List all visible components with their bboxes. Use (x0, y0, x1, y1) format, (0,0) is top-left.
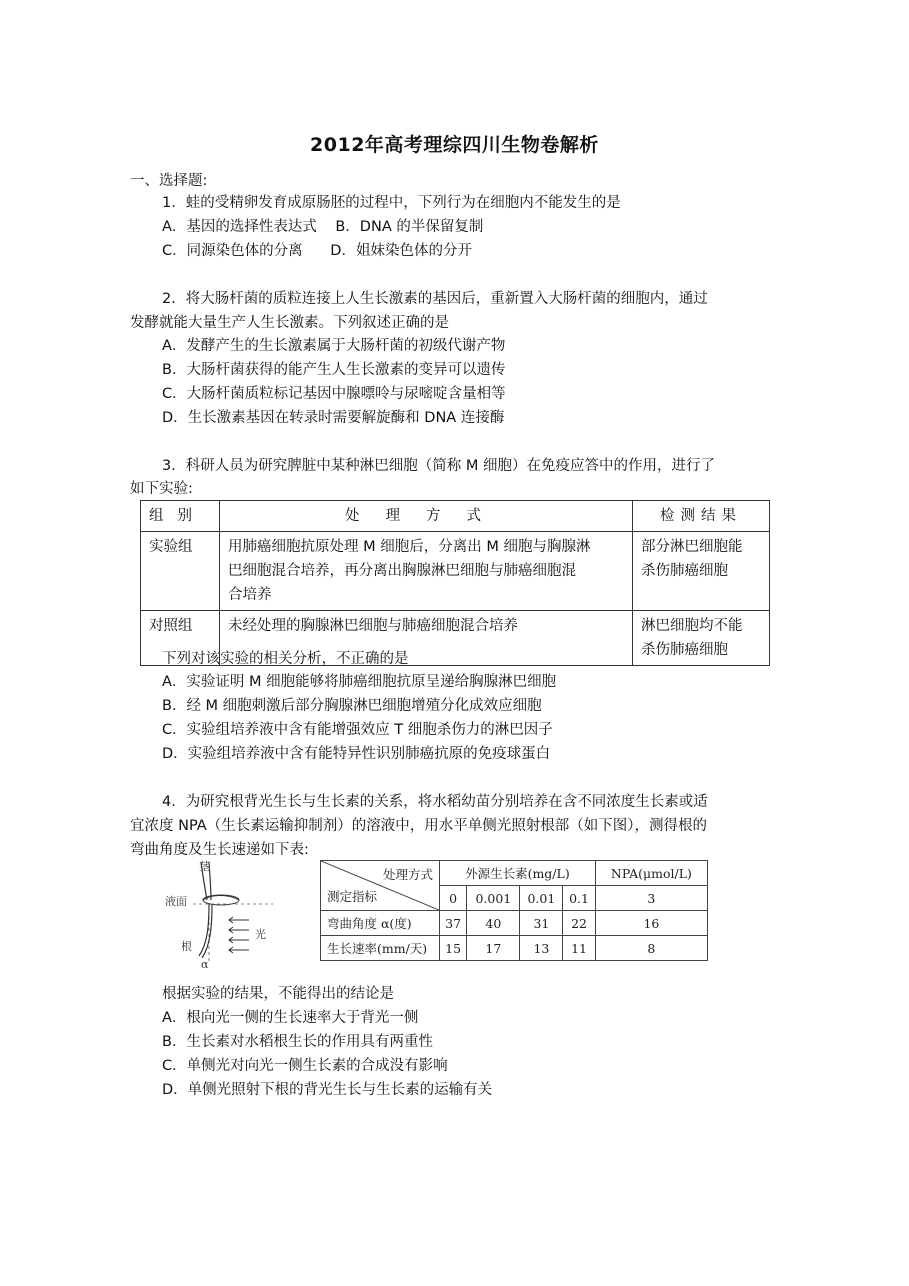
q4-row-label: 弯曲角度 α(度) (321, 911, 440, 936)
q3-stem-line1: 3．科研人员为研究脾脏中某种淋巴细胞（简称 M 细胞）在免疫应答中的作用，进行了 (162, 458, 715, 474)
q4-stem-line3: 弯曲角度及生长速递如下表: (130, 842, 309, 858)
q4-question: 根据实验的结果，不能得出的结论是 (162, 986, 394, 1002)
q2-option-c: C．大肠杆菌质粒标记基因中腺嘌呤与尿嘧啶含量相等 (162, 386, 506, 402)
figure-label-stem: 茎 (199, 860, 210, 873)
q4-table-header-row (321, 861, 708, 886)
q3-header-group: 组别 (141, 501, 220, 532)
q2-option-b: B．大肠杆菌获得的能产生人生长激素的变异可以遗传 (162, 362, 506, 378)
q3-option-c: C．实验组培养液中含有能增强效应 T 细胞杀伤力的淋巴因子 (162, 722, 553, 738)
figure-label-light: 光 (255, 928, 266, 941)
q4-seedling-figure (163, 858, 275, 970)
q3-option-b: B．经 M 细胞刺激后部分胸腺淋巴细胞增殖分化成效应细胞 (162, 698, 542, 714)
q4-option-c: C．单侧光对向光一侧生长素的合成没有影响 (162, 1058, 448, 1074)
q4-option-a: A．根向光一侧的生长速率大于背光一侧 (162, 1010, 419, 1026)
q4-conc: 0 (440, 886, 467, 911)
q4-value: 8 (595, 936, 707, 961)
q1-stem: 1．蛙的受精卵发育成原肠胚的过程中，下列行为在细胞内不能发生的是 (162, 195, 621, 211)
q4-conc: 3 (595, 886, 707, 911)
q4-conc: 0.1 (563, 886, 595, 911)
q3-cell-group: 实验组 (141, 532, 220, 611)
q4-value: 15 (440, 936, 467, 961)
q2-stem-line2: 发酵就能大量生产人生长激素。下列叙述正确的是 (130, 315, 449, 331)
q3-cell-method (220, 532, 633, 611)
q3-option-a: A．实验证明 M 细胞能够将肺癌细胞抗原呈递给胸腺淋巴细胞 (162, 674, 557, 690)
corner-diagonal (321, 861, 439, 910)
q4-option-d: D．单侧光照射下根的背光生长与生长素的运输有关 (162, 1082, 493, 1098)
q4-row-label: 生长速率(mm/天) (321, 936, 440, 961)
q2-stem-line1: 2．将大肠杆菌的质粒连接上人生长激素的基因后，重新置入大肠杆菌的细胞内，通过 (162, 291, 708, 307)
q3-cell-group: 对照组 (141, 611, 220, 666)
q3-result-line: 淋巴细胞均不能 (641, 618, 743, 634)
q4-conc: 0.001 (467, 886, 520, 911)
figure-label-alpha: α (201, 958, 209, 970)
q3-result-line: 部分淋巴细胞能 (641, 539, 743, 555)
q3-experiment-table (140, 500, 770, 666)
q4-corner-bottom: 测定指标 (327, 888, 378, 904)
q3-question: 下列对该实验的相关分析，不正确的是 (162, 651, 409, 667)
q4-value: 22 (563, 911, 595, 936)
q3-table-header-row (141, 501, 770, 532)
q4-option-b: B．生长素对水稻根生长的作用具有两重性 (162, 1034, 433, 1050)
figure-label-surface: 液面 (165, 895, 187, 908)
q4-value: 31 (520, 911, 563, 936)
figure-label-root: 根 (181, 940, 192, 953)
q1-options-cd: C．同源染色体的分离 D．姐妹染色体的分开 (162, 243, 472, 259)
q3-header-method: 处理方式 (220, 501, 633, 532)
q3-method-line: 用肺癌细胞抗原处理 M 细胞后，分离出 M 细胞与胸腺淋 (228, 539, 591, 555)
q3-stem-line2: 如下实验: (130, 481, 193, 497)
q4-group-auxin: 外源生长素(mg/L) (440, 861, 596, 886)
q4-value: 40 (467, 911, 520, 936)
table-row (321, 936, 708, 961)
q1-options-ab: A．基因的选择性表达式 B．DNA 的半保留复制 (162, 219, 484, 235)
q4-value: 17 (467, 936, 520, 961)
q3-method-line: 巴细胞混合培养，再分离出胸腺淋巴细胞与肺癌细胞混 (228, 563, 576, 579)
q4-conc: 0.01 (520, 886, 563, 911)
q4-value: 13 (520, 936, 563, 961)
section-heading: 一、选择题: (130, 173, 208, 189)
q3-header-result: 检测结果 (633, 501, 770, 532)
table-row (321, 911, 708, 936)
q3-cell-result (633, 611, 770, 666)
table-row (141, 532, 770, 611)
q3-option-d: D．实验组培养液中含有能特异性识别肺癌抗原的免疫球蛋白 (162, 746, 551, 762)
q4-value: 37 (440, 911, 467, 936)
page-title: 2012年高考理综四川生物卷解析 (310, 134, 599, 156)
q2-option-a: A．发酵产生的生长激素属于大肠杆菌的初级代谢产物 (162, 338, 506, 354)
q3-result-line: 杀伤肺癌细胞 (641, 642, 728, 658)
q3-method-line: 未经处理的胸腺淋巴细胞与肺癌细胞混合培养 (228, 618, 518, 634)
q4-corner-cell (321, 861, 440, 911)
q4-value: 16 (595, 911, 707, 936)
q4-group-npa: NPA(μmol/L) (595, 861, 707, 886)
q3-cell-result (633, 532, 770, 611)
q4-results-table (320, 860, 708, 961)
q4-stem-line1: 4．为研究根背光生长与生长素的关系，将水稻幼苗分别培养在含不同浓度生长素或适 (162, 794, 708, 810)
q4-corner-top: 处理方式 (382, 866, 433, 882)
q4-value: 11 (563, 936, 595, 961)
q2-option-d: D．生长激素基因在转录时需要解旋酶和 DNA 连接酶 (162, 410, 505, 426)
q3-result-line: 杀伤肺癌细胞 (641, 563, 728, 579)
q3-method-line: 合培养 (228, 587, 272, 603)
q4-stem-line2: 宜浓度 NPA（生长素运输抑制剂）的溶液中，用水平单侧光照射根部（如下图），测得根的 (130, 818, 707, 834)
